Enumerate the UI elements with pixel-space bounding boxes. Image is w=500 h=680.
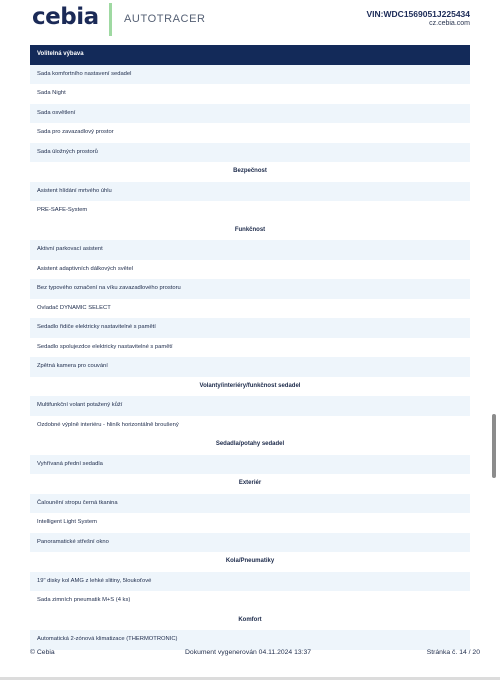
- equipment-table: [30, 45, 470, 650]
- logo-divider: [109, 3, 112, 36]
- equipment-item: Zpětná kamera pro couvání: [30, 357, 470, 377]
- equipment-item: Asistent hlídání mrtvého úhlu: [30, 182, 470, 202]
- equipment-item: Vyhřívaná přední sedadla: [30, 455, 470, 475]
- equipment-item: Ozdobné výplně interiéru - hliník horizontálně broušený: [30, 416, 470, 436]
- page-footer: [0, 643, 500, 663]
- equipment-item: Panoramatické střešní okno: [30, 533, 470, 553]
- section-header: Kola/Pneumatiky: [30, 552, 470, 572]
- section-header: Bezpečnost: [30, 162, 470, 182]
- equipment-item: Sada zimních pneumatik M+S (4 ks): [30, 591, 470, 611]
- equipment-item: Intelligent Light System: [30, 513, 470, 533]
- equipment-item: Sada úložných prostorů: [30, 143, 470, 163]
- equipment-item: Asistent adaptivních dálkových světel: [30, 260, 470, 280]
- equipment-item: Multifunkční volant potažený kůží: [30, 396, 470, 416]
- section-header: Funkčnost: [30, 221, 470, 241]
- website-link[interactable]: cz.cebia.com: [429, 20, 470, 27]
- equipment-item: Sada Night: [30, 84, 470, 104]
- equipment-item: Čalounění stropu černá tkanina: [30, 494, 470, 514]
- section-header: Sedadla/potahy sedadel: [30, 435, 470, 455]
- section-header: Komfort: [30, 611, 470, 631]
- table-heading: Volitelná výbava: [30, 45, 470, 65]
- equipment-item: Sada pro zavazadlový prostor: [30, 123, 470, 143]
- report-header: [0, 0, 500, 40]
- footer-generated-date: Dokument vygenerován 04.11.2024 13:37: [185, 649, 312, 656]
- equipment-item: Aktivní parkovací asistent: [30, 240, 470, 260]
- equipment-item: Automatická 2-zónová klimatizace (THERMOTRONIC): [30, 630, 470, 650]
- section-header: Exteriér: [30, 474, 470, 494]
- equipment-item: Ovladač DYNAMIC SELECT: [30, 299, 470, 319]
- footer-copyright: © Cebia: [30, 649, 55, 656]
- vin-number: VIN:WDC1569051J225434: [366, 9, 470, 19]
- equipment-item: PRE-SAFE-System: [30, 201, 470, 221]
- section-header: Volanty/interiéry/funkčnost sedadel: [30, 377, 470, 397]
- equipment-item: Sada osvětlení: [30, 104, 470, 124]
- scrollbar-thumb[interactable]: [492, 414, 496, 478]
- equipment-item: 19" disky kol AMG z lehké slitiny, 5loukoťové: [30, 572, 470, 592]
- product-name: AUTOTRACER: [124, 13, 206, 25]
- cebia-logo: cebia: [32, 4, 99, 30]
- equipment-item: Sedadlo spolujezdce elektricky nastavitelné s pamětí: [30, 338, 470, 358]
- equipment-item: Bez typového označení na víku zavazadlového prostoru: [30, 279, 470, 299]
- equipment-item: Sedadlo řidiče elektricky nastavitelné s pamětí: [30, 318, 470, 338]
- equipment-item: Sada komfortního nastavení sedadel: [30, 65, 470, 85]
- footer-page-number: Stránka č. 14 / 20: [426, 649, 480, 656]
